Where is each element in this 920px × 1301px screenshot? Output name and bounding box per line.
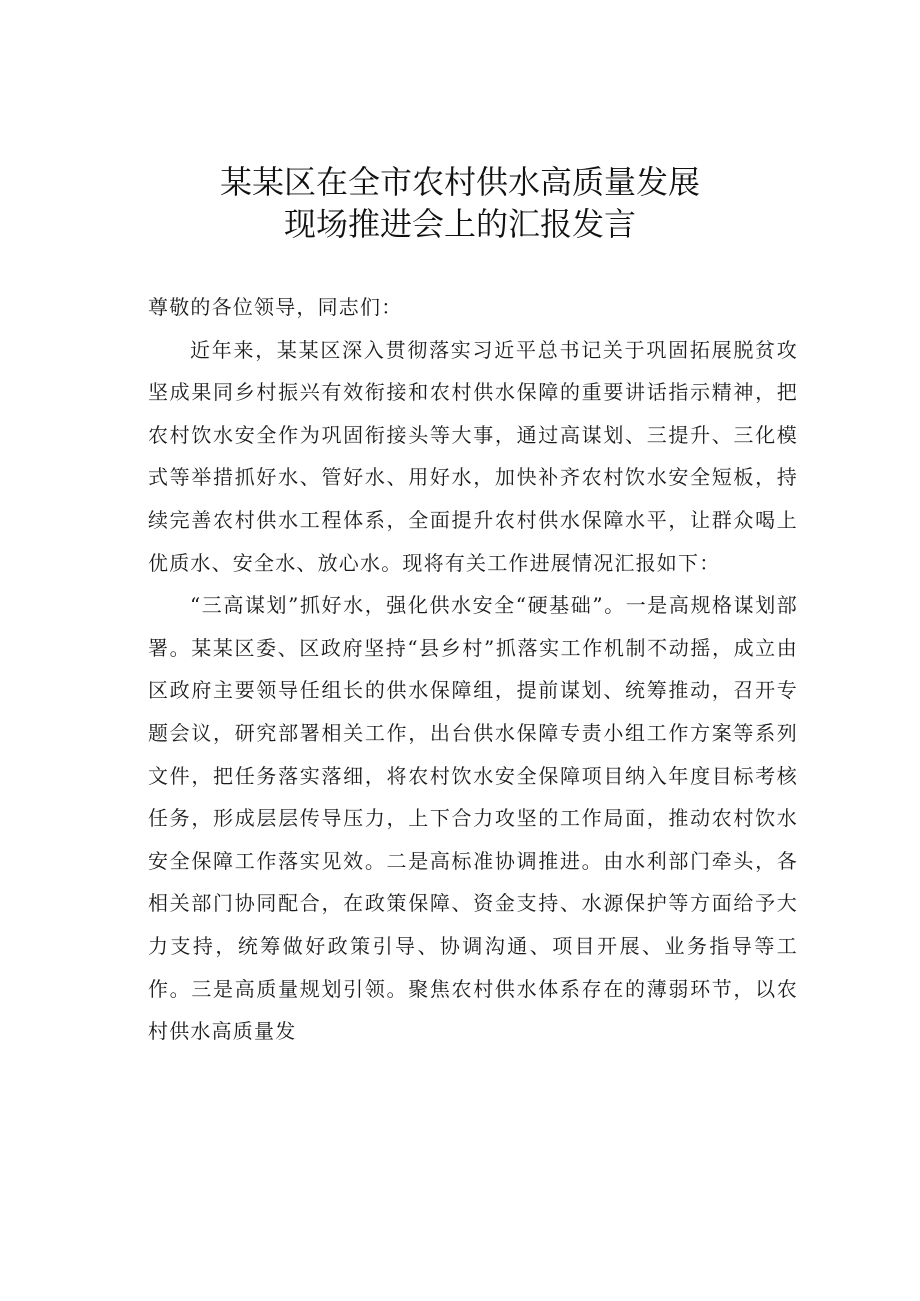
document-body: [148, 286, 798, 1053]
paragraph-section-1: “三高谋划”抓好水，强化供水安全“硬基础”。一是高规格谋划部署。某某区委、区政府坚持“县乡村”抓落实工作机制不动摇，成立由区政府主要领导任组长的供水保障组，提前谋划、统筹推动，召开专题会议，研究部署相关工作，出台供水保障专责小组工作方案等系列文件，把任务落实落细，将农村饮水安全保障项目纳入年度目标考核任务，形成层层传导压力，上下合力攻坚的工作局面，推动农村饮水安全保障工作落实见效。二是高标准协调推进。由水利部门牵头，各相关部门协同配合，在政策保障、资金支持、水源保护等方面给予大力支持，统筹做好政策引导、协调沟通、项目开展、业务指导等工作。三是高质量规划引领。聚焦农村供水体系存在的薄弱环节，以农村供水高质量发: [148, 593, 798, 1044]
salutation: 尊敬的各位领导，同志们：: [148, 295, 403, 319]
document-title-line-1: 某某区在全市农村供水高质量发展: [219, 163, 700, 201]
paragraph-intro: 近年来，某某区深入贯彻落实习近平总书记关于巩固拓展脱贫攻坚成果同乡村振兴有效衔接和农村供水保障的重要讲话指示精神，把农村饮水安全作为巩固衔接头等大事，通过高谋划、三提升、三化模式等举措抓好水、管好水、用好水，加快补齐农村饮水安全短板，持续完善农村供水工程体系，全面提升农村供水保障水平，让群众喝上优质水、安全水、放心水。现将有关工作进展情况汇报如下：: [148, 337, 798, 575]
document-title-line-2: 现场推进会上的汇报发言: [283, 205, 636, 243]
